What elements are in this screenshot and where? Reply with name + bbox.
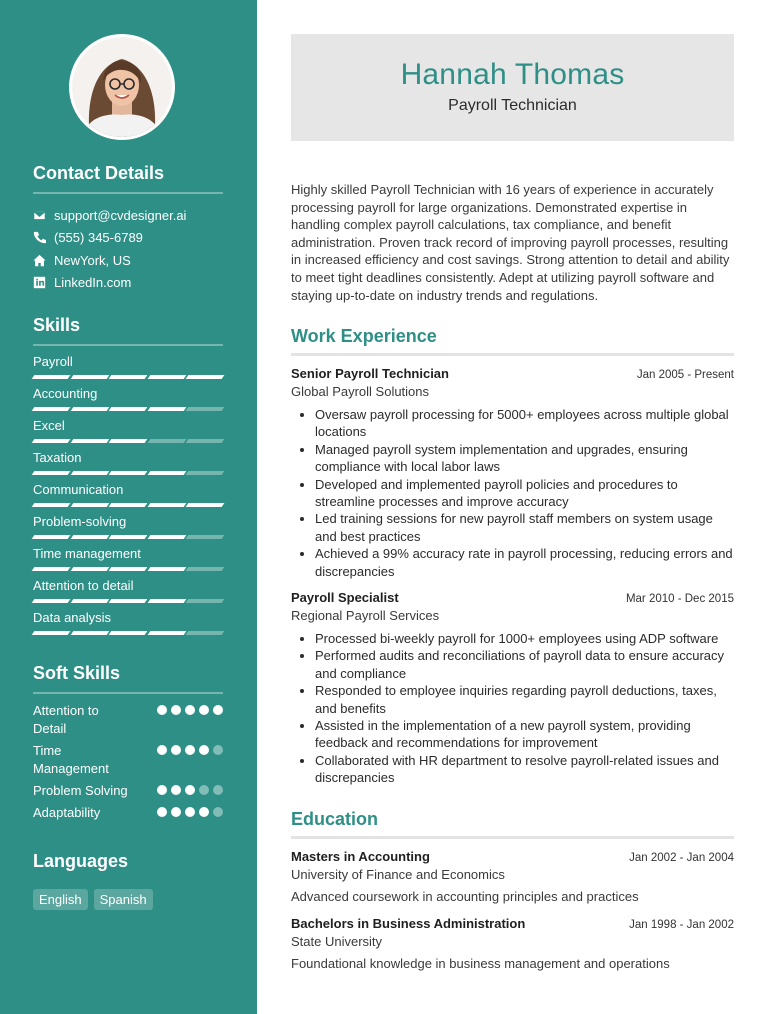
profile-photo <box>72 37 172 137</box>
skill-name: Communication <box>33 482 124 497</box>
contact-location-text: NewYork, US <box>54 252 131 268</box>
profile-photo-frame <box>69 34 175 140</box>
contact-section-title: Contact Details <box>33 163 223 194</box>
candidate-role: Payroll Technician <box>448 97 577 114</box>
rating-dot <box>157 807 167 817</box>
skill-level-segment <box>70 503 108 507</box>
rating-dot <box>213 785 223 795</box>
soft-skills-section-title: Soft Skills <box>33 663 223 694</box>
skill-level-segment <box>186 631 224 635</box>
rating-dot <box>171 785 181 795</box>
soft-skill-rating <box>157 705 223 715</box>
job-bullet: • Achieved a 99% accuracy rate in payroll processing, reducing errors and discrepancies <box>315 545 734 580</box>
job-bullet: • Assisted in the implementation of a new payroll system, providing feedback and recommendations for improvement <box>315 717 734 752</box>
skills-list <box>33 353 223 641</box>
job-bullet: • Processed bi-weekly payroll for 1000+ employees using ADP software <box>315 630 734 647</box>
skill-level-segment <box>32 567 70 571</box>
skill-level-segment <box>32 631 70 635</box>
skill-level-segment <box>186 439 224 443</box>
education-section-title: Education <box>291 809 734 839</box>
skill-level-bar <box>33 599 223 603</box>
rating-dot <box>213 745 223 755</box>
email-icon <box>33 209 54 222</box>
work-section-title: Work Experience <box>291 326 734 356</box>
job-title: Payroll Specialist <box>291 590 399 605</box>
skill-level-segment <box>147 407 185 411</box>
contact-email-text: support@cvdesigner.ai <box>54 207 187 223</box>
skill-level-segment <box>186 599 224 603</box>
skill-level-segment <box>109 503 147 507</box>
job-organization: Global Payroll Solutions <box>291 384 430 399</box>
job-bullet: • Oversaw payroll processing for 5000+ employees across multiple global locations <box>315 406 734 441</box>
contact-location <box>33 249 223 272</box>
rating-dot <box>157 745 167 755</box>
degree-title: Bachelors in Business Administration <box>291 916 526 931</box>
job-bullets <box>291 406 734 580</box>
job-title: Senior Payroll Technician <box>291 366 449 381</box>
skills-section-title: Skills <box>33 315 223 346</box>
skill-name: Time management <box>33 546 141 561</box>
skill-level-segment <box>70 631 108 635</box>
skill-item <box>33 417 223 449</box>
skill-level-segment <box>109 567 147 571</box>
skill-level-segment <box>109 375 147 379</box>
skill-level-segment <box>186 567 224 571</box>
skill-level-segment <box>147 599 185 603</box>
education-description: Advanced coursework in accounting principles and practices <box>291 889 639 904</box>
contact-linkedin[interactable] <box>33 272 223 295</box>
skill-level-segment <box>32 407 70 411</box>
skill-level-segment <box>147 503 185 507</box>
rating-dot <box>213 807 223 817</box>
skill-level-segment <box>186 503 224 507</box>
rating-dot <box>185 785 195 795</box>
skill-level-segment <box>70 375 108 379</box>
skill-level-segment <box>109 631 147 635</box>
job-organization: Regional Payroll Services <box>291 608 440 623</box>
name-header <box>291 34 734 141</box>
rating-dot <box>157 705 167 715</box>
phone-icon <box>33 231 54 244</box>
skill-item <box>33 385 223 417</box>
rating-dot <box>199 745 209 755</box>
job-bullet: • Performed audits and reconciliations of payroll data to ensure accuracy and compliance <box>315 647 734 682</box>
skill-level-segment <box>186 407 224 411</box>
skill-name: Excel <box>33 418 65 433</box>
soft-skill-item <box>33 804 223 826</box>
skill-item <box>33 545 223 577</box>
home-icon <box>33 254 54 267</box>
rating-dot <box>171 807 181 817</box>
rating-dot <box>185 705 195 715</box>
skill-item <box>33 353 223 385</box>
skill-name: Data analysis <box>33 610 112 625</box>
contact-phone[interactable] <box>33 227 223 250</box>
soft-skill-item <box>33 782 223 804</box>
soft-skills-list <box>33 702 223 826</box>
summary-paragraph: Highly skilled Payroll Technician with 16 years of experience in accurately processing payroll for large organizations. Demonstrated expertise in handling complex payroll calculations, tax compliance, and benefit administration. Proven track record of improving payroll processes, resulting in increased efficiency and cost savings. Strong attention to detail and ability to meet tight deadlines consistently. Adept at utilizing payroll software and staying up-to-date on industry trends and regulations. <box>291 182 730 303</box>
skill-level-segment <box>147 567 185 571</box>
language-tag: Spanish <box>94 889 153 910</box>
skill-level-segment <box>147 535 185 539</box>
job-bullet: • Managed payroll system implementation and upgrades, ensuring compliance with local labor laws <box>315 441 734 476</box>
skill-level-bar <box>33 535 223 539</box>
job-bullet: • Developed and implemented payroll policies and procedures to streamline processes and improve accuracy <box>315 476 734 511</box>
skill-level-segment <box>70 471 108 475</box>
skill-item <box>33 449 223 481</box>
rating-dot <box>199 785 209 795</box>
skill-level-segment <box>70 439 108 443</box>
soft-skill-name: Attention to Detail <box>33 703 99 736</box>
languages-list <box>33 889 153 910</box>
skill-level-segment <box>147 631 185 635</box>
education-dates: Jan 1998 - Jan 2002 <box>629 919 734 931</box>
skill-name: Accounting <box>33 386 98 401</box>
skill-level-segment <box>70 599 108 603</box>
contact-phone-text: (555) 345-6789 <box>54 230 143 246</box>
job-entry <box>291 366 734 580</box>
job-bullet: • Responded to employee inquiries regarding payroll deductions, taxes, and benefits <box>315 682 734 717</box>
contact-email[interactable] <box>33 204 223 227</box>
skill-level-segment <box>32 599 70 603</box>
soft-skill-item <box>33 742 223 782</box>
education-entry <box>291 916 734 971</box>
job-entry <box>291 590 734 787</box>
rating-dot <box>157 785 167 795</box>
skill-name: Payroll <box>33 354 73 369</box>
skill-level-segment <box>32 375 70 379</box>
sidebar <box>0 0 257 1014</box>
rating-dot <box>213 705 223 715</box>
language-tag: English <box>33 889 88 910</box>
skill-level-segment <box>70 567 108 571</box>
job-bullet: • Led training sessions for new payroll staff members on system usage and best practices <box>315 510 734 545</box>
linkedin-icon <box>33 276 54 289</box>
skill-level-segment <box>109 407 147 411</box>
skill-level-segment <box>109 535 147 539</box>
education-description: Foundational knowledge in business management and operations <box>291 956 670 971</box>
skill-level-bar <box>33 631 223 635</box>
rating-dot <box>185 807 195 817</box>
job-dates: Mar 2010 - Dec 2015 <box>625 593 734 605</box>
soft-skill-item <box>33 702 223 742</box>
soft-skill-name: Problem Solving <box>33 783 128 798</box>
skill-level-segment <box>32 503 70 507</box>
skill-level-segment <box>109 599 147 603</box>
soft-skill-rating <box>157 745 223 755</box>
rating-dot <box>185 745 195 755</box>
skill-level-segment <box>186 375 224 379</box>
job-dates: Jan 2005 - Present <box>636 369 734 381</box>
skill-level-bar <box>33 567 223 571</box>
skill-level-bar <box>33 407 223 411</box>
rating-dot <box>171 705 181 715</box>
rating-dot <box>199 705 209 715</box>
skill-level-segment <box>109 439 147 443</box>
languages-section-title: Languages <box>33 851 129 871</box>
skill-name: Problem-solving <box>33 514 127 529</box>
school-name: University of Finance and Economics <box>291 867 505 882</box>
job-bullet: • Collaborated with HR department to resolve payroll-related issues and discrepancies <box>315 752 734 787</box>
soft-skill-rating <box>157 785 223 795</box>
education-entry <box>291 849 734 904</box>
skill-level-segment <box>186 535 224 539</box>
skill-level-segment <box>186 471 224 475</box>
skill-level-segment <box>32 471 70 475</box>
soft-skill-name: Time Management <box>33 743 109 776</box>
skill-level-segment <box>147 439 185 443</box>
skill-level-bar <box>33 375 223 379</box>
rating-dot <box>199 807 209 817</box>
skill-level-segment <box>147 471 185 475</box>
education-dates: Jan 2002 - Jan 2004 <box>629 852 734 864</box>
skill-name: Attention to detail <box>33 578 134 593</box>
skill-level-segment <box>32 439 70 443</box>
skill-item <box>33 609 223 641</box>
candidate-name: Hannah Thomas <box>400 58 625 91</box>
degree-title: Masters in Accounting <box>291 849 430 864</box>
skill-level-segment <box>109 471 147 475</box>
skill-level-bar <box>33 471 223 475</box>
skill-level-segment <box>147 375 185 379</box>
skill-level-segment <box>70 535 108 539</box>
rating-dot <box>171 745 181 755</box>
skill-level-bar <box>33 503 223 507</box>
skill-item <box>33 577 223 609</box>
skill-level-bar <box>33 439 223 443</box>
skill-name: Taxation <box>33 450 82 465</box>
skill-item <box>33 481 223 513</box>
soft-skill-name: Adaptability <box>33 805 101 820</box>
contact-linkedin-text: LinkedIn.com <box>54 275 132 291</box>
job-bullets <box>291 630 734 787</box>
skill-level-segment <box>32 535 70 539</box>
soft-skill-rating <box>157 807 223 817</box>
skill-level-segment <box>70 407 108 411</box>
contact-list <box>33 204 223 294</box>
school-name: State University <box>291 934 383 949</box>
skill-item <box>33 513 223 545</box>
